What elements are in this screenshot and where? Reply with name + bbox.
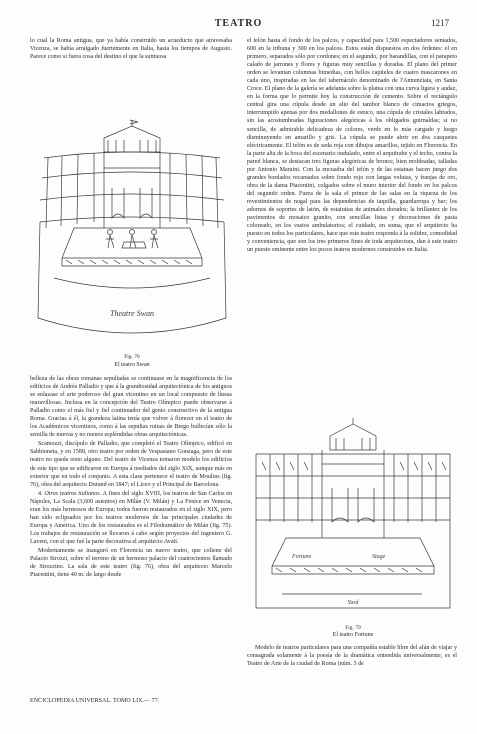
section-number: 4. (38, 490, 43, 497)
figure-fortune-theatre (252, 418, 454, 638)
left-column-top (30, 37, 232, 62)
fortune-inscription-right: Stage (372, 554, 386, 560)
fig79-caption: El teatro Fortune (332, 632, 374, 638)
fig78-caption: El teatro Swan (114, 362, 150, 368)
fortune-inscription-left: Fortune (292, 554, 312, 560)
figure-swan-theatre (34, 118, 230, 368)
section-heading: Otros teatros italianos. (44, 490, 102, 497)
right-column-top (247, 37, 457, 255)
left-paragraph-2: Scamozzi, discípulo de Palladio, que completó el Teatro Olímpico, edificó en Sabbioneta, y en 1588, otro teatro por orden de Vespasiano Gonzaga, pero de este teatro no queda resto alguno. Del teatro de Vicenza tomaron modelo los edificios de este tipo que se edificaron en Europa á mediados del siglo XIX, aunque más en exterior que en todo el conjunto. A esta clase pertenece el teatro de Moulins (fig. 76), obra del arquitecto Durand en 1847; el Liceo y el Principal de Barcelona. (30, 441, 232, 488)
right-paragraph-1: el telón hasta el fondo de los palcos, y capacidad para 1,500 espectadores sentados, 600 en la tribuna y 300 en los palcos. Estos están dispuestos en dos órdenes: el en primero, separados sólo por cordones; en el segundo, por barandillas, con el parapeto calado de jarrones y flores y figuras muy sencillas y doradas. El plano del primer orden se levantan columnas bimedias, con bellos capiteles de cuatro mascarones en cada uno, inspiradas en las del tabernáculo denominado de l'Annunziata, en Santa Croce. El plano de la galería se adelanta sobre la platea con una curva ligera y audaz, en la forma que lo permite hoy la construcción de cemento. Sobre el rectángulo central gira una cúpula desde un alto del tambor blanco de cimacios griegos, interrumpido apenas por dos medallones de estuco, una cúpula de cristales labrados, sin las acostumbradas figuraciones alegóricas á los obligados guirnaldas; sí no sencilla, de admirable delicadeza de colores, verde en lo más cargado y luego disminuyendo en amarillo y gris. La cúpula se puede abrir en dos casquetes eléctricamente. El telón es de seda roja con dibujos amarillos, tejido en Florencia. En la parte alta de la boca del escenario ondulado, entre el arquitrabe y el techo, contra la pared blanca, se destacan tres figuras alegóricas de bronce, bien moldeadas, talladas por Antonio Maraini. Con la encuadra del telón y de las estatuas hacen juego dos grandes bordados recamados sobre fondo rojo con largas volutas, y franjas de oro, obra de la dama Piacentini, colgados sobre el muro interior del fondo en los palcos del segundo orden. Fuera de la sala el primor de las salas en la riqueza de los revestimientos de nogal para las dependencias de taquilla, guardarropa y bar; los adornos de soportes de latón, de estatuitas de animales dorados; la brillantez de los pavimentos de mosaico granito, con sencillas listas y decoraciones de pasta coloreado, en los vastos ambulatorios; el cuidado, en suma, que el arquitecto ha puesto en todos los particulares, hace que este teatro responda á la solidez, comodidad y conveniencia, que son los tres primeros fines de toda arquitectura, dan á este teatro un puesto eminente entre los pocos teatros modernos construidos en Italia. (247, 38, 457, 254)
fortune-theatre-sketch (252, 418, 454, 623)
swan-inscription: Theatre Swan (110, 309, 154, 318)
right-bottom-paragraph: Modelo de teatros particulares para una compañía estable libre del afán de viajar y consagrada solamente á la poesía de la dramática entendida universalmente, es el Teatro de Arte de la ciudad de Roma (núm. 3 de (247, 645, 457, 668)
swan-theatre-sketch (34, 118, 230, 353)
left-column-lower (30, 375, 232, 580)
right-column-bottom (247, 644, 457, 669)
running-title: TEATRO (214, 18, 263, 29)
section-text: A fines del siglo XVIII, los teatros de San Carlos en Nápoles, La Scala (3,600 asientos) en Milán (V. Milán) y La Fenice en Venecia, eran los más hermosos de Europa; todos fueron restaurados en el siglo XIX, pero han sido eclipsados por los teatros modernos de las principales ciudades de Europa y América. Uno de los restaurados es el Filodramático de Milán (fig. 75). Los trabajos de restauración se llevaron á cabo según proyectos del ingeniero G. Laveni, con el que fué la parte decorativa el arquitecto Avati. (30, 490, 233, 545)
page-footer: ENCICLOPEDIA UNIVERSAL. TOMO LIX.— 77. (30, 698, 160, 704)
section-italian-theatres (30, 490, 232, 546)
fig78-label: Fig. 78 (124, 354, 140, 360)
fig79-label: Fig. 79 (345, 625, 361, 631)
left-final-paragraph: Modernamente se inauguró en Florencia un nuevo teatro, que coliene del Palacio Strozzi, sobre el terreno de un hermoso palacio del cuatrocientos llamado de Strozzino. La sala de este teatro (fig. 76), obra del arquitecto Marcelo Piacentini, tiene 40 m. de largo desde (30, 547, 232, 579)
page-header (28, 18, 449, 32)
fortune-inscription-bottom: Yard (347, 600, 359, 606)
page-number: 1217 (431, 18, 449, 28)
left-top-paragraph: lo cual la Roma antigua, que ya había construido un acueducto que atravesaba Vicenza, se había arraigado fuertemente en Italia, hasta los tiempos de Augusto. Parece como si fuera cosa del destino el que la suntuosa (30, 38, 232, 61)
left-paragraph-1: belleza de las obras romanas sepultadas se continuase en la magnificencia de los edificios de Andrés Palladio y que á la grandiosidad arquitectónica de los antiguos se enlazase el arte poderoso del gran vicentino en un local compuesto de líneas maravillosas. Inclusa en la concepción del Teatro Olímpico puede observarse á Palladio como el más fiel y fiel continuador del genio constructivo de la antigua Roma. Gracias á él, la grandeza latina tenía que volver á florecer en el teatro de los Académicos vicentinos, como á las sepultas ruinas de Bergo bullecían sólo la semilla de nuevas y no menos espléndidas obras arquitectónicas. (30, 376, 232, 439)
